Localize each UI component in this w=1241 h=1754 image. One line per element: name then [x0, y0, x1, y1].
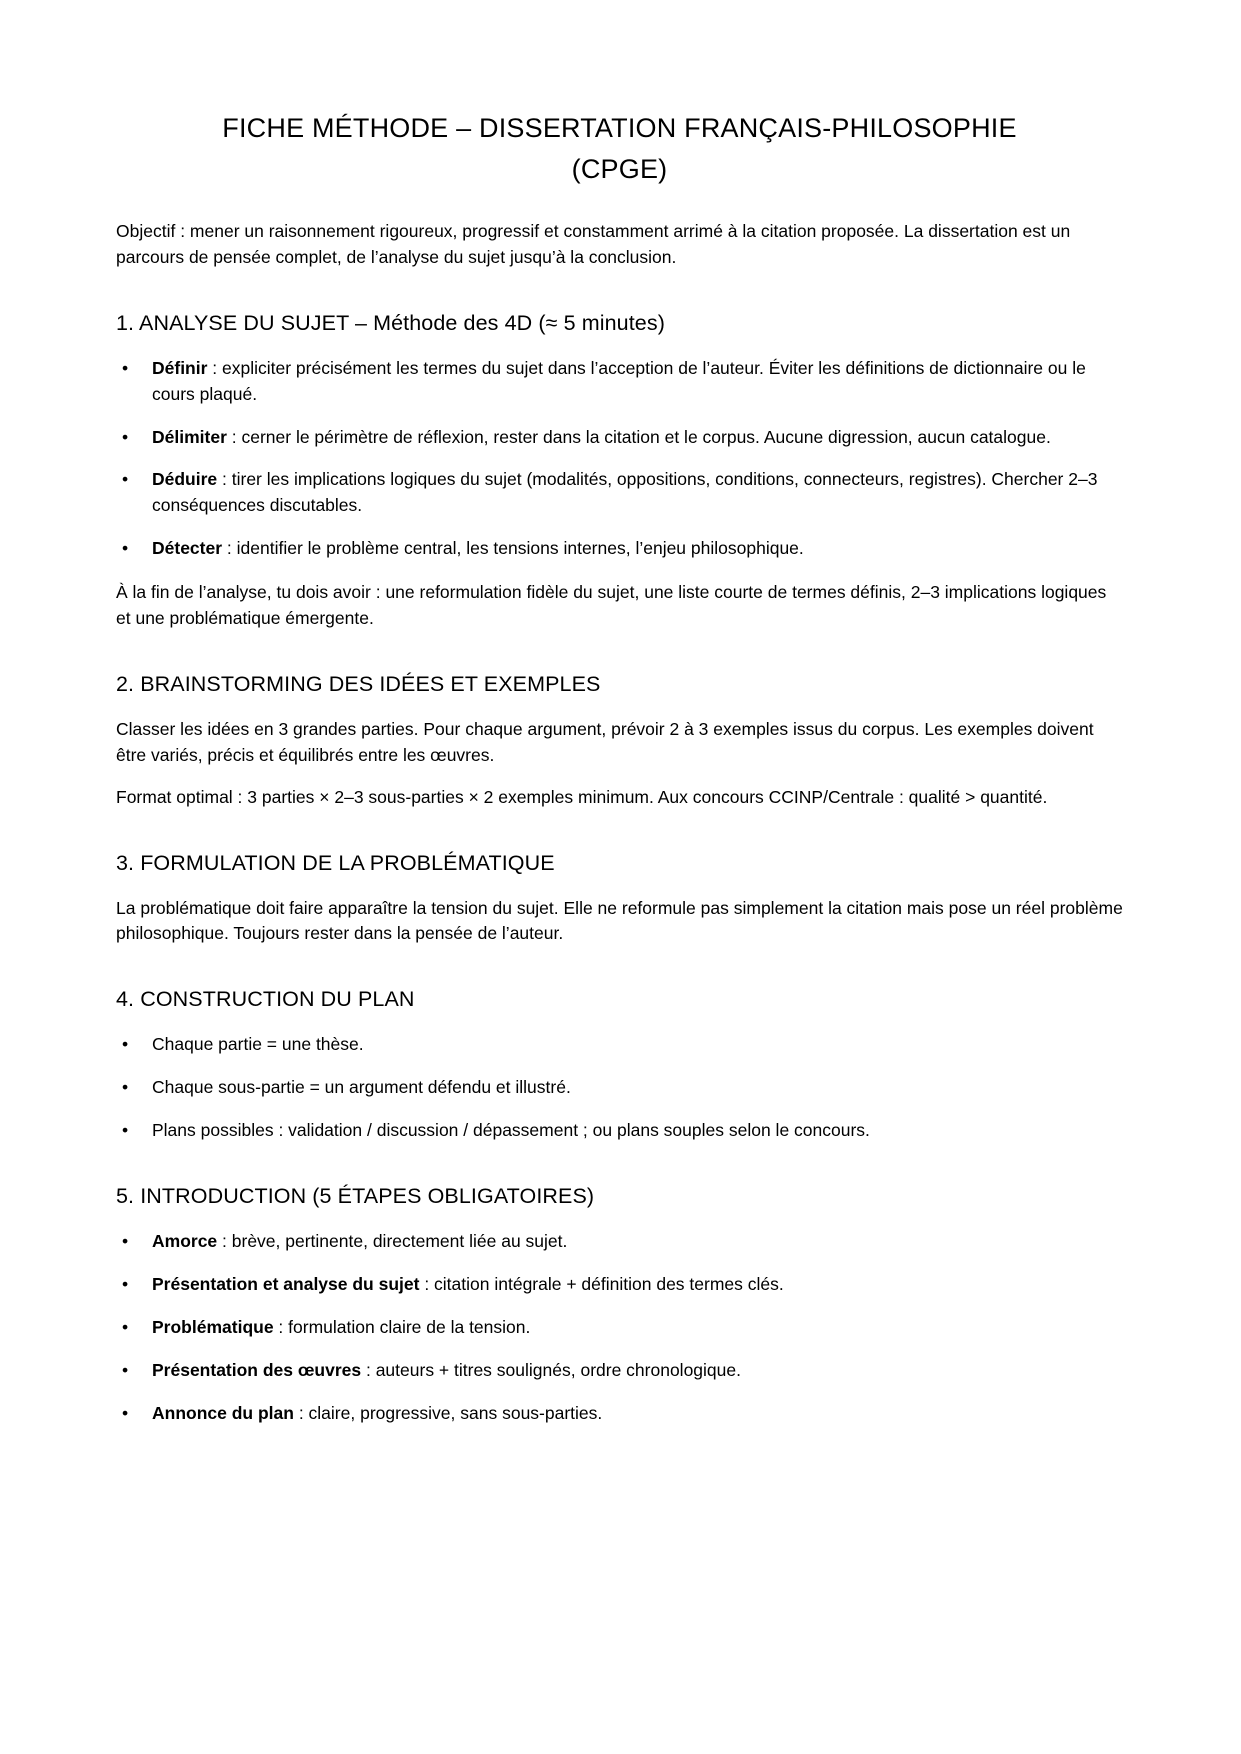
- section-heading-analyse: 1. ANALYSE DU SUJET – Méthode des 4D (≈ 5 minutes): [116, 310, 665, 335]
- bullet-annonce-plan: [116, 1401, 1123, 1427]
- bullet-text: : claire, progressive, sans sous-parties.: [293, 1402, 603, 1423]
- bullet-lead: Présentation et analyse du sujet: [152, 1273, 420, 1294]
- section-heading-introduction: 5. INTRODUCTION (5 ÉTAPES OBLIGATOIRES): [116, 1184, 595, 1209]
- section-construction-du-plan: [116, 987, 1123, 1144]
- section-analyse-du-sujet: [116, 311, 1123, 632]
- bullet-text: : expliciter précisément les termes du sujet dans l’acception de l’auteur. Éviter les définitions de dictionnaire ou le cours plaqué.: [152, 357, 1086, 404]
- bullet-text: : auteurs + titres soulignés, ordre chronologique.: [361, 1359, 741, 1380]
- bullet-list-plan: [116, 1032, 1123, 1144]
- bullet-problematique: [116, 1315, 1123, 1341]
- section-introduction: [116, 1184, 1123, 1426]
- brainstorming-paragraph-1: Classer les idées en 3 grandes parties. Pour chaque argument, prévoir 2 à 3 exemples issus du corpus. Les exemples doivent être variés, précis et équilibrés entre les œuvres.: [116, 718, 1094, 765]
- bullet-text: : tirer les implications logiques du sujet (modalités, oppositions, conditions, connecteurs, registres). Chercher 2–3 conséquences discutables.: [152, 469, 1098, 516]
- bullet-presentation-sujet: [116, 1272, 1123, 1298]
- intro-paragraph: Objectif : mener un raisonnement rigoureux, progressif et constamment arrimé à la citation proposée. La dissertation est un parcours de pensée complet, de l’analyse du sujet jusqu’à la conclusion.: [116, 221, 1071, 267]
- bullet-text: : formulation claire de la tension.: [273, 1316, 531, 1337]
- bullet-sous-partie: [116, 1075, 1123, 1101]
- bullet-list-analyse: [116, 356, 1123, 562]
- analyse-summary-paragraph: À la fin de l’analyse, tu dois avoir : une reformulation fidèle du sujet, une liste courte de termes définis, 2–3 implications logiques et une problématique émergente.: [116, 582, 1107, 629]
- bullet-detecter: [116, 536, 1123, 562]
- bullet-list-introduction: [116, 1229, 1123, 1426]
- bullet-lead: Déduire: [152, 469, 218, 490]
- bullet-text: Chaque partie = une thèse.: [152, 1034, 364, 1055]
- section-heading-plan: 4. CONSTRUCTION DU PLAN: [116, 987, 415, 1012]
- document-title: [116, 108, 1123, 189]
- bullet-presentation-oeuvres: [116, 1358, 1123, 1384]
- section-brainstorming: [116, 672, 1123, 811]
- bullet-text: : identifier le problème central, les tensions internes, l’enjeu philosophique.: [222, 538, 804, 559]
- bullet-delimiter: [116, 425, 1123, 451]
- bullet-deduire: [116, 467, 1123, 519]
- bullet-lead: Présentation des œuvres: [152, 1359, 362, 1380]
- bullet-text: : cerner le périmètre de réflexion, rester dans la citation et le corpus. Aucune digression, aucun catalogue.: [226, 426, 1051, 447]
- section-heading-brainstorming: 2. BRAINSTORMING DES IDÉES ET EXEMPLES: [116, 671, 601, 696]
- bullet-amorce: [116, 1229, 1123, 1255]
- bullet-lead: Amorce: [152, 1231, 218, 1252]
- bullet-lead: Annonce du plan: [152, 1402, 294, 1423]
- bullet-partie-these: [116, 1032, 1123, 1058]
- bullet-lead: Délimiter: [152, 426, 227, 447]
- bullet-lead: Détecter: [152, 538, 223, 559]
- section-heading-problematique: 3. FORMULATION DE LA PROBLÉMATIQUE: [116, 850, 555, 875]
- bullet-text: : citation intégrale + définition des termes clés.: [419, 1273, 784, 1294]
- bullet-lead: Définir: [152, 357, 208, 378]
- bullet-text: Chaque sous-partie = un argument défendu et illustré.: [152, 1077, 571, 1098]
- bullet-text: : brève, pertinente, directement liée au sujet.: [217, 1231, 568, 1252]
- bullet-text: Plans possibles : validation / discussion / dépassement ; ou plans souples selon le concours.: [152, 1120, 870, 1141]
- bullet-lead: Problématique: [152, 1316, 274, 1337]
- problematique-paragraph: La problématique doit faire apparaître la tension du sujet. Elle ne reformule pas simplement la citation mais pose un réel problème philosophique. Toujours rester dans la pensée de l’auteur.: [116, 897, 1123, 944]
- section-problematique: [116, 851, 1123, 948]
- bullet-definir: [116, 356, 1123, 408]
- document-title-line1: FICHE MÉTHODE – DISSERTATION FRANÇAIS-PHILOSOPHIE: [222, 113, 1017, 143]
- brainstorming-paragraph-2: Format optimal : 3 parties × 2–3 sous-parties × 2 exemples minimum. Aux concours CCINP/Centrale : qualité > quantité.: [116, 786, 1048, 807]
- bullet-plans-possibles: [116, 1118, 1123, 1144]
- document-title-line2: (CPGE): [571, 153, 668, 184]
